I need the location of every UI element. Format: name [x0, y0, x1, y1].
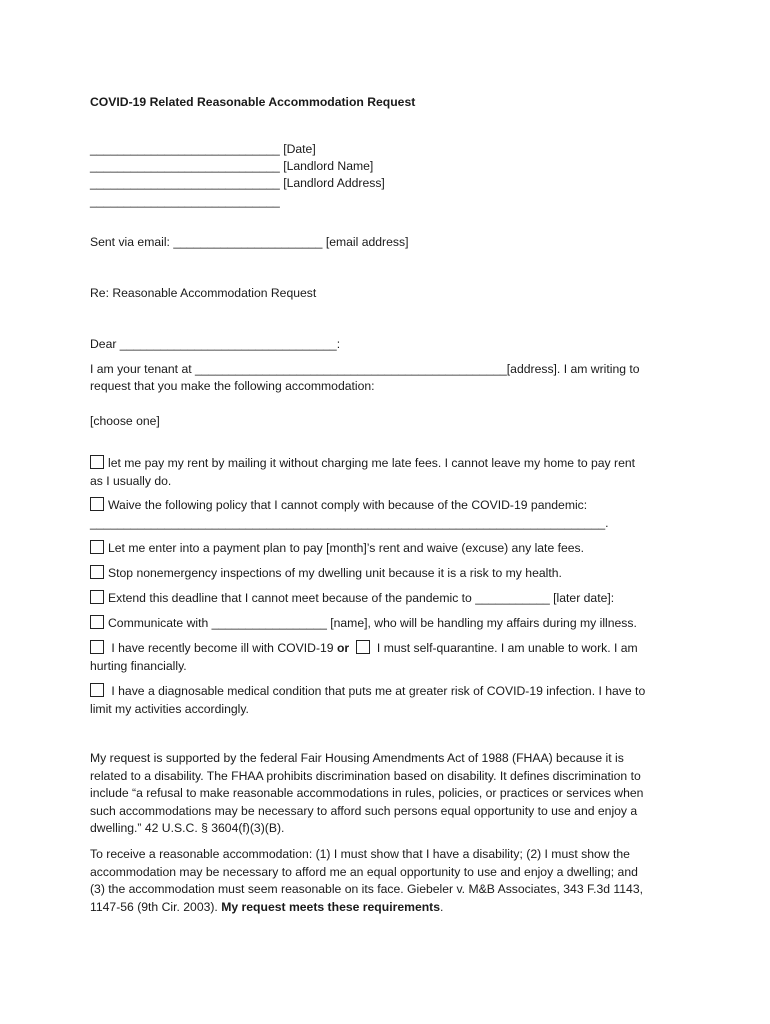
- option-waive-policy[interactable]: [90, 497, 690, 532]
- salutation[interactable]: Dear ________________________________:: [90, 337, 341, 351]
- tenant-line-1[interactable]: I am your tenant at ______________________________________________[address]. I am writing to: [90, 362, 640, 376]
- option-payment-plan-text: Let me enter into a payment plan to pay [month]’s rent and waive (excuse) any late fees.: [108, 541, 585, 555]
- checkbox-mail-rent[interactable]: [90, 455, 104, 469]
- requirements-line: accommodation may be necessary to afford me an equal opportunity to use and enjoy a dwelling; and: [90, 864, 638, 879]
- landlord-name-blank[interactable]: ____________________________: [90, 159, 280, 173]
- fhaa-line: related to a disability. The FHAA prohibits discrimination based on disability. It defines discrimination to: [90, 768, 641, 783]
- closing-period: .: [440, 899, 444, 914]
- checkbox-waive-policy[interactable]: [90, 497, 104, 511]
- sent-via-email-line[interactable]: Sent via email: ______________________ [email address]: [90, 235, 409, 249]
- option-payment-plan[interactable]: [90, 540, 690, 558]
- checkbox-ill-covid[interactable]: [90, 640, 104, 654]
- citation-text: 1147-56 (9th Cir. 2003).: [90, 899, 222, 914]
- waive-policy-blank[interactable]: ____________________________________________________________________________.: [90, 515, 609, 530]
- landlord-address-blank[interactable]: ____________________________: [90, 176, 280, 190]
- fhaa-line: My request is supported by the federal Fair Housing Amendments Act of 1988 (FHAA) because it is: [90, 751, 624, 765]
- option-mail-rent[interactable]: [90, 455, 690, 490]
- checkbox-self-quarantine[interactable]: [356, 640, 370, 654]
- option-extend-deadline[interactable]: [90, 590, 690, 608]
- checkbox-medical-condition[interactable]: [90, 683, 104, 697]
- tenant-line-2: request that you make the following accommodation:: [90, 379, 375, 393]
- requirements-line: To receive a reasonable accommodation: (1) I must show that I have a disability; (2) I must show the: [90, 847, 630, 861]
- option-mail-rent-text: let me pay my rent by mailing it without charging me late fees. I cannot leave my home to pay rent: [108, 456, 636, 470]
- requirements-line-last: [90, 899, 643, 917]
- requirements-line: (3) the accommodation must seem reasonable on its face. Giebeler v. M&B Associates, 343 F.3d 1143,: [90, 882, 644, 896]
- landlord-name-field[interactable]: [90, 158, 373, 176]
- fhaa-line: such accommodations may be necessary to afford such persons equal opportunity to use and enjoy a: [90, 803, 638, 818]
- date-label: [Date]: [283, 142, 316, 156]
- option-ill-or-quarantine[interactable]: [90, 640, 690, 675]
- fhaa-line: include “a refusal to make reasonable accommodations in rules, policies, or practices or services when: [90, 786, 644, 800]
- checkbox-stop-inspections[interactable]: [90, 565, 104, 579]
- checkbox-communicate-with[interactable]: [90, 615, 104, 629]
- date-field[interactable]: [90, 141, 316, 159]
- option-ill-covid-text: I have recently become ill with COVID-19: [108, 641, 337, 655]
- option-mail-rent-text-cont: as I usually do.: [90, 473, 172, 488]
- option-stop-inspections-text: Stop nonemergency inspections of my dwelling unit because it is a risk to my health.: [108, 566, 562, 580]
- checkbox-extend-deadline[interactable]: [90, 590, 104, 604]
- option-ill-or-quarantine-cont: hurting financially.: [90, 658, 187, 673]
- option-extend-deadline-text: Extend this deadline that I cannot meet because of the pandemic to ___________ [later date]:: [108, 591, 615, 605]
- landlord-address-label: [Landlord Address]: [283, 176, 385, 190]
- re-line: Re: Reasonable Accommodation Request: [90, 286, 317, 300]
- document-title: COVID-19 Related Reasonable Accommodation Request: [90, 95, 416, 109]
- date-blank[interactable]: ____________________________: [90, 142, 280, 156]
- fhaa-line: dwelling.” 42 U.S.C. § 3604(f)(3)(B).: [90, 821, 285, 835]
- option-communicate-with-text: Communicate with _________________ [name], who will be handling my affairs during my illness.: [108, 616, 637, 630]
- landlord-address-field[interactable]: [90, 175, 385, 193]
- option-stop-inspections[interactable]: [90, 565, 690, 583]
- checkbox-payment-plan[interactable]: [90, 540, 104, 554]
- option-waive-policy-text: Waive the following policy that I cannot comply with because of the COVID-19 pandemic:: [108, 498, 588, 512]
- or-connector: or: [336, 641, 350, 655]
- option-medical-condition-text: I have a diagnosable medical condition that puts me at greater risk of COVID-19 infection. I have to: [108, 684, 646, 698]
- option-medical-condition[interactable]: [90, 683, 690, 718]
- requirements-met-statement: My request meets these requirements: [221, 899, 440, 914]
- requirements-paragraph: [90, 846, 643, 916]
- landlord-name-label: [Landlord Name]: [283, 159, 374, 173]
- option-communicate-with[interactable]: [90, 615, 690, 633]
- option-medical-condition-cont: limit my activities accordingly.: [90, 701, 249, 716]
- fhaa-paragraph: [90, 750, 643, 838]
- option-self-quarantine-text: I must self-quarantine. I am unable to work. I am: [373, 641, 638, 655]
- landlord-address-line2-blank[interactable]: ____________________________: [90, 194, 280, 208]
- choose-one-instruction: [choose one]: [90, 414, 160, 428]
- landlord-address-line2-field[interactable]: [90, 193, 280, 211]
